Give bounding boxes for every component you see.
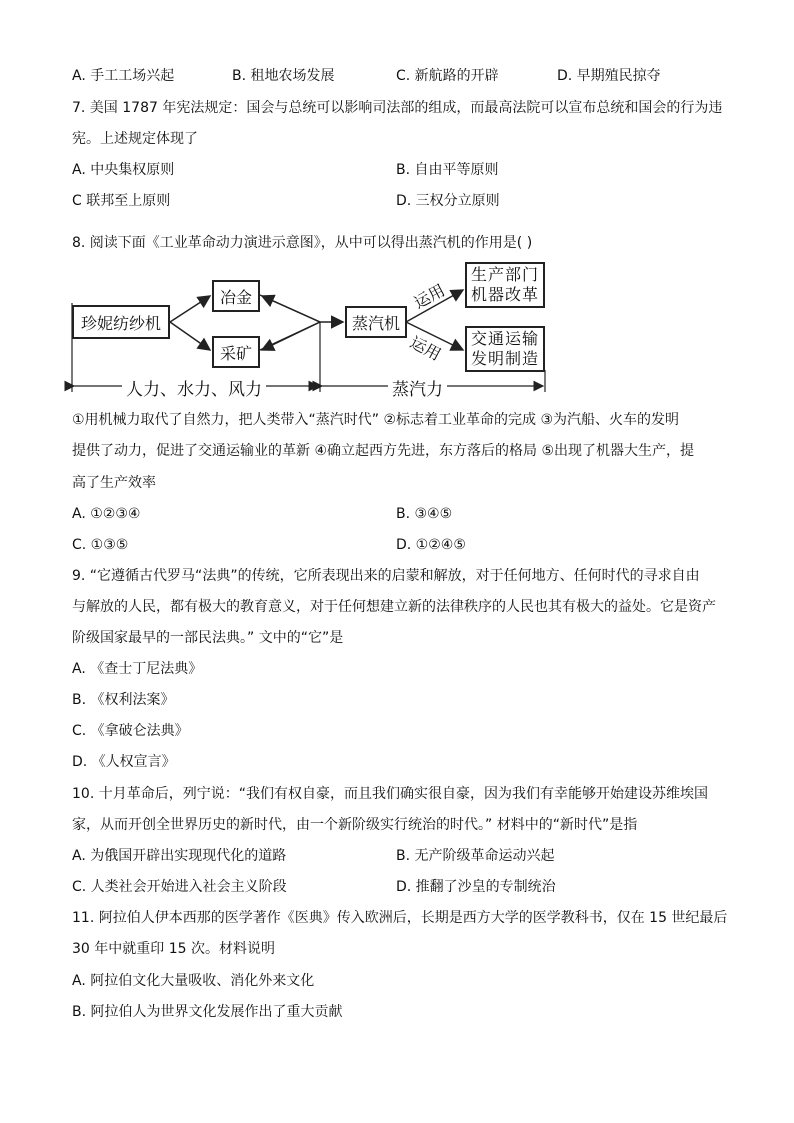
q6-option-b[interactable]: B. 租地农场发展: [232, 68, 335, 84]
axis-label-right: 蒸汽力: [388, 375, 447, 400]
q9-stem-line2: 与解放的人民，都有极大的教育意义，对于任何想建立新的法律秩序的人民也其有极大的益处。它是资产: [72, 599, 716, 615]
q6-option-d[interactable]: D. 早期殖民掠夺: [557, 68, 661, 84]
box-metallurgy: 冶金: [212, 280, 260, 312]
q9-option-b[interactable]: B. 《权利法案》: [72, 692, 175, 708]
arrow-jenny-metallurgy: [170, 296, 210, 322]
q8-option-c[interactable]: C. ①③⑤: [72, 537, 129, 553]
box-jenny: 珍妮纺纱机: [72, 305, 170, 339]
box-mining: 采矿: [212, 336, 260, 368]
q10-option-a[interactable]: A. 为俄国开辟出实现现代化的道路: [72, 848, 287, 864]
label-apply-top: 运用: [410, 280, 449, 313]
q11-option-a[interactable]: A. 阿拉伯文化大量吸收、消化外来文化: [72, 973, 315, 989]
q8-text-line3: 高了生产效率: [72, 475, 156, 491]
q9-option-c[interactable]: C. 《拿破仑法典》: [72, 723, 189, 739]
q9-stem-line1: 9. “它遵循古代罗马“法典”的传统，它所表现出来的启蒙和解放，对于任何地方、任何时代的寻求自由: [72, 568, 700, 584]
arrow-steam-mining: [262, 322, 320, 350]
axis-label-left: 人力、水力、风力: [122, 375, 266, 400]
q10-option-c[interactable]: C. 人类社会开始进入社会主义阶段: [72, 879, 287, 895]
q10-option-b[interactable]: B. 无产阶级革命运动兴起: [396, 848, 555, 864]
q7-option-b[interactable]: B. 自由平等原则: [396, 162, 499, 178]
q11-stem-line2: 30 年中就重印 15 次。材料说明: [72, 941, 275, 957]
q7-option-c[interactable]: C 联邦至上原则: [72, 193, 171, 209]
q8-text-line2: 提供了动力，促进了交通运输业的革新 ④确立起西方先进，东方落后的格局 ⑤出现了机器大生产，提: [72, 443, 694, 459]
q10-stem-line2: 家，从而开创全世界历史的新时代，由一个新阶级实行统治的时代。” 材料中的“新时代”是指: [72, 817, 638, 833]
q7-option-a[interactable]: A. 中央集权原则: [72, 162, 175, 178]
production-line2: 机器改革: [470, 285, 539, 304]
transport-line1: 交通运输: [470, 329, 539, 348]
q11-stem-line1: 11. 阿拉伯人伊本西那的医学著作《医典》传入欧洲后，长期是西方大学的医学教科书，仅在 15 世纪最后: [72, 910, 728, 926]
q7-stem-line1: 7. 美国 1787 年宪法规定：国会与总统可以影响司法部的组成，而最高法院可以宣布总统和国会的行为违: [72, 100, 723, 116]
q8-text-line1: ①用机械力取代了自然力，把人类带入“蒸汽时代” ②标志着工业革命的完成 ③为汽船、火车的发明: [72, 412, 680, 428]
q6-option-c[interactable]: C. 新航路的开辟: [396, 68, 499, 84]
arrow-steam-metallurgy: [262, 296, 320, 322]
box-production: [465, 262, 545, 308]
transport-line2: 发明制造: [470, 349, 539, 368]
q9-option-a[interactable]: A. 《查士丁尼法典》: [72, 661, 203, 677]
box-steam-engine: 蒸汽机: [345, 306, 407, 338]
arrow-jenny-mining: [170, 322, 210, 350]
q8-option-a[interactable]: A. ①②③④: [72, 506, 141, 522]
diagram-arrows: [0, 0, 794, 420]
q6-option-a[interactable]: A. 手工工场兴起: [72, 68, 175, 84]
q7-option-d[interactable]: D. 三权分立原则: [396, 193, 500, 209]
q8-option-b[interactable]: B. ③④⑤: [396, 506, 453, 522]
production-line1: 生产部门: [470, 265, 539, 284]
box-transport: [465, 326, 545, 372]
q10-stem-line1: 10. 十月革命后，列宁说：“我们有权自豪，而且我们确实很自豪，因为我们有幸能够开始建设苏维埃国: [72, 786, 708, 802]
q9-option-d[interactable]: D. 《人权宣言》: [72, 754, 176, 770]
label-apply-bottom: 运用: [406, 332, 445, 365]
q8-option-d[interactable]: D. ①②④⑤: [396, 537, 466, 553]
q11-option-b[interactable]: B. 阿拉伯人为世界文化发展作出了重大贡献: [72, 1004, 343, 1020]
q7-stem-line2: 宪。上述规定体现了: [72, 131, 198, 147]
q10-option-d[interactable]: D. 推翻了沙皇的专制统治: [396, 879, 556, 895]
q9-stem-line3: 阶级国家最早的一部民法典。” 文中的“它”是: [72, 630, 344, 646]
q8-stem: 8. 阅读下面《工业革命动力演进示意图》，从中可以得出蒸汽机的作用是( ): [72, 235, 533, 251]
